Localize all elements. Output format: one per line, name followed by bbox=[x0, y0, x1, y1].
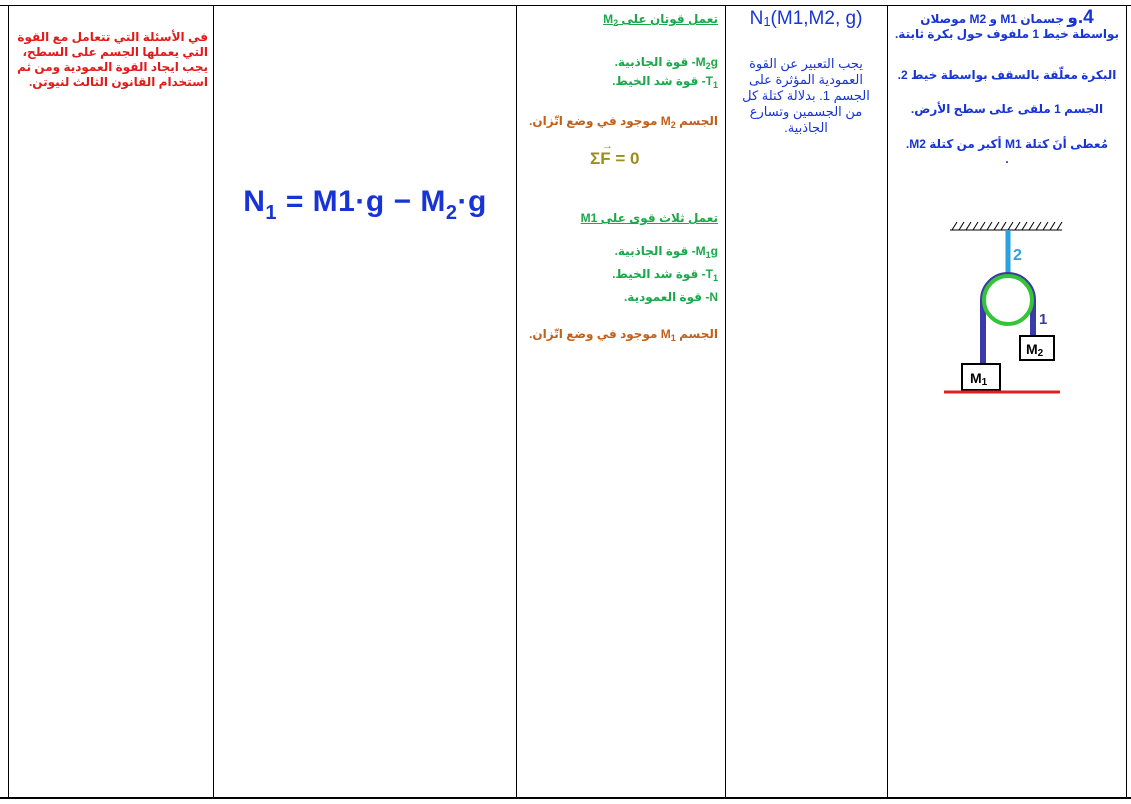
force-item: $M_1g-$ قوة الجاذبية. bbox=[614, 244, 718, 260]
equilibrium-m2: الجسم $M_2$ موجود في وضع اتّزان. bbox=[529, 114, 718, 130]
col-divider bbox=[1126, 5, 1127, 799]
note-line: التي يعملها الجسم على السطح، bbox=[22, 45, 208, 59]
question-line: الجسم 1 ملقى على سطح الأرض. bbox=[910, 102, 1104, 116]
col-divider bbox=[213, 5, 214, 799]
force-item: $M_2g-$ قوة الجاذبية. bbox=[614, 55, 718, 71]
requirement-line: يجب التعبير عن القوة bbox=[749, 56, 863, 71]
note-line: يجب ايجاد القوة العمودية ومن ثم bbox=[17, 60, 208, 74]
heading-forces-m2: تعمل قوتان على $M_2$ bbox=[603, 12, 718, 28]
note-line: استخدام القانون الثالث لنيوتن. bbox=[28, 75, 208, 89]
sum-forces-equation: → ΣF = 0 bbox=[590, 140, 640, 168]
question-number: 4. bbox=[1077, 7, 1094, 28]
requirement-line: الجاذبية. bbox=[784, 120, 828, 135]
force-item: N- قوة العمودية. bbox=[623, 290, 718, 304]
table-bottom-border bbox=[0, 797, 1131, 799]
block-m2-label: M2 bbox=[1026, 341, 1044, 359]
requirement-line: الجسم 1. بدلالة كتلة كل bbox=[742, 88, 870, 103]
block-m1-label: M1 bbox=[970, 370, 988, 388]
final-formula: $N_1 = M1\cdot g - M_2\cdot g$ bbox=[243, 185, 487, 224]
forces-cell bbox=[518, 6, 718, 796]
question-line: . bbox=[1005, 152, 1009, 166]
requirement-line: من الجسمين وتسارع bbox=[749, 104, 863, 119]
requirement-line: العمودية المؤثرة على bbox=[749, 72, 863, 87]
col-divider bbox=[725, 5, 726, 799]
note-cell bbox=[14, 6, 208, 796]
ceiling-hatch bbox=[952, 222, 1062, 230]
question-line: بواسطة خيط 1 ملفوف حول بكرة ثابتة. bbox=[894, 27, 1120, 41]
label-string-1: 1 bbox=[1039, 311, 1048, 328]
heading-forces-m1: تعمل ثلاث قوى على M1 bbox=[580, 211, 718, 225]
col-divider bbox=[8, 5, 9, 799]
pulley-wheel bbox=[984, 276, 1032, 324]
question-line: مُعطى أنَ كتلة M1 أكبر من كتلة M2. bbox=[905, 137, 1109, 151]
label-string-2: 2 bbox=[1013, 247, 1022, 264]
col-divider bbox=[887, 5, 888, 799]
requirement-cell bbox=[728, 6, 884, 796]
col-divider bbox=[516, 5, 517, 799]
formula-cell bbox=[214, 185, 516, 225]
force-item: $T_1-$ قوة شد الخيط. bbox=[612, 267, 718, 283]
vector-arrow: → bbox=[602, 140, 613, 152]
pulley-diagram bbox=[942, 214, 1072, 394]
requirement-title: N1(M1,M2, g) bbox=[749, 8, 863, 29]
force-item: $T_1-$ قوة شد الخيط. bbox=[612, 74, 718, 90]
question-line: البكرة معلّقة بالسقف بواسطة خيط 2. bbox=[897, 68, 1117, 82]
question-line: 4.و جسمان M1 و M2 موصلان bbox=[920, 7, 1094, 28]
note-line: في الأسئلة التي تتعامل مع القوة bbox=[17, 30, 208, 44]
equilibrium-m1: الجسم $M_1$ موجود في وضع اتّزان. bbox=[529, 327, 718, 343]
question-cell bbox=[890, 6, 1124, 796]
